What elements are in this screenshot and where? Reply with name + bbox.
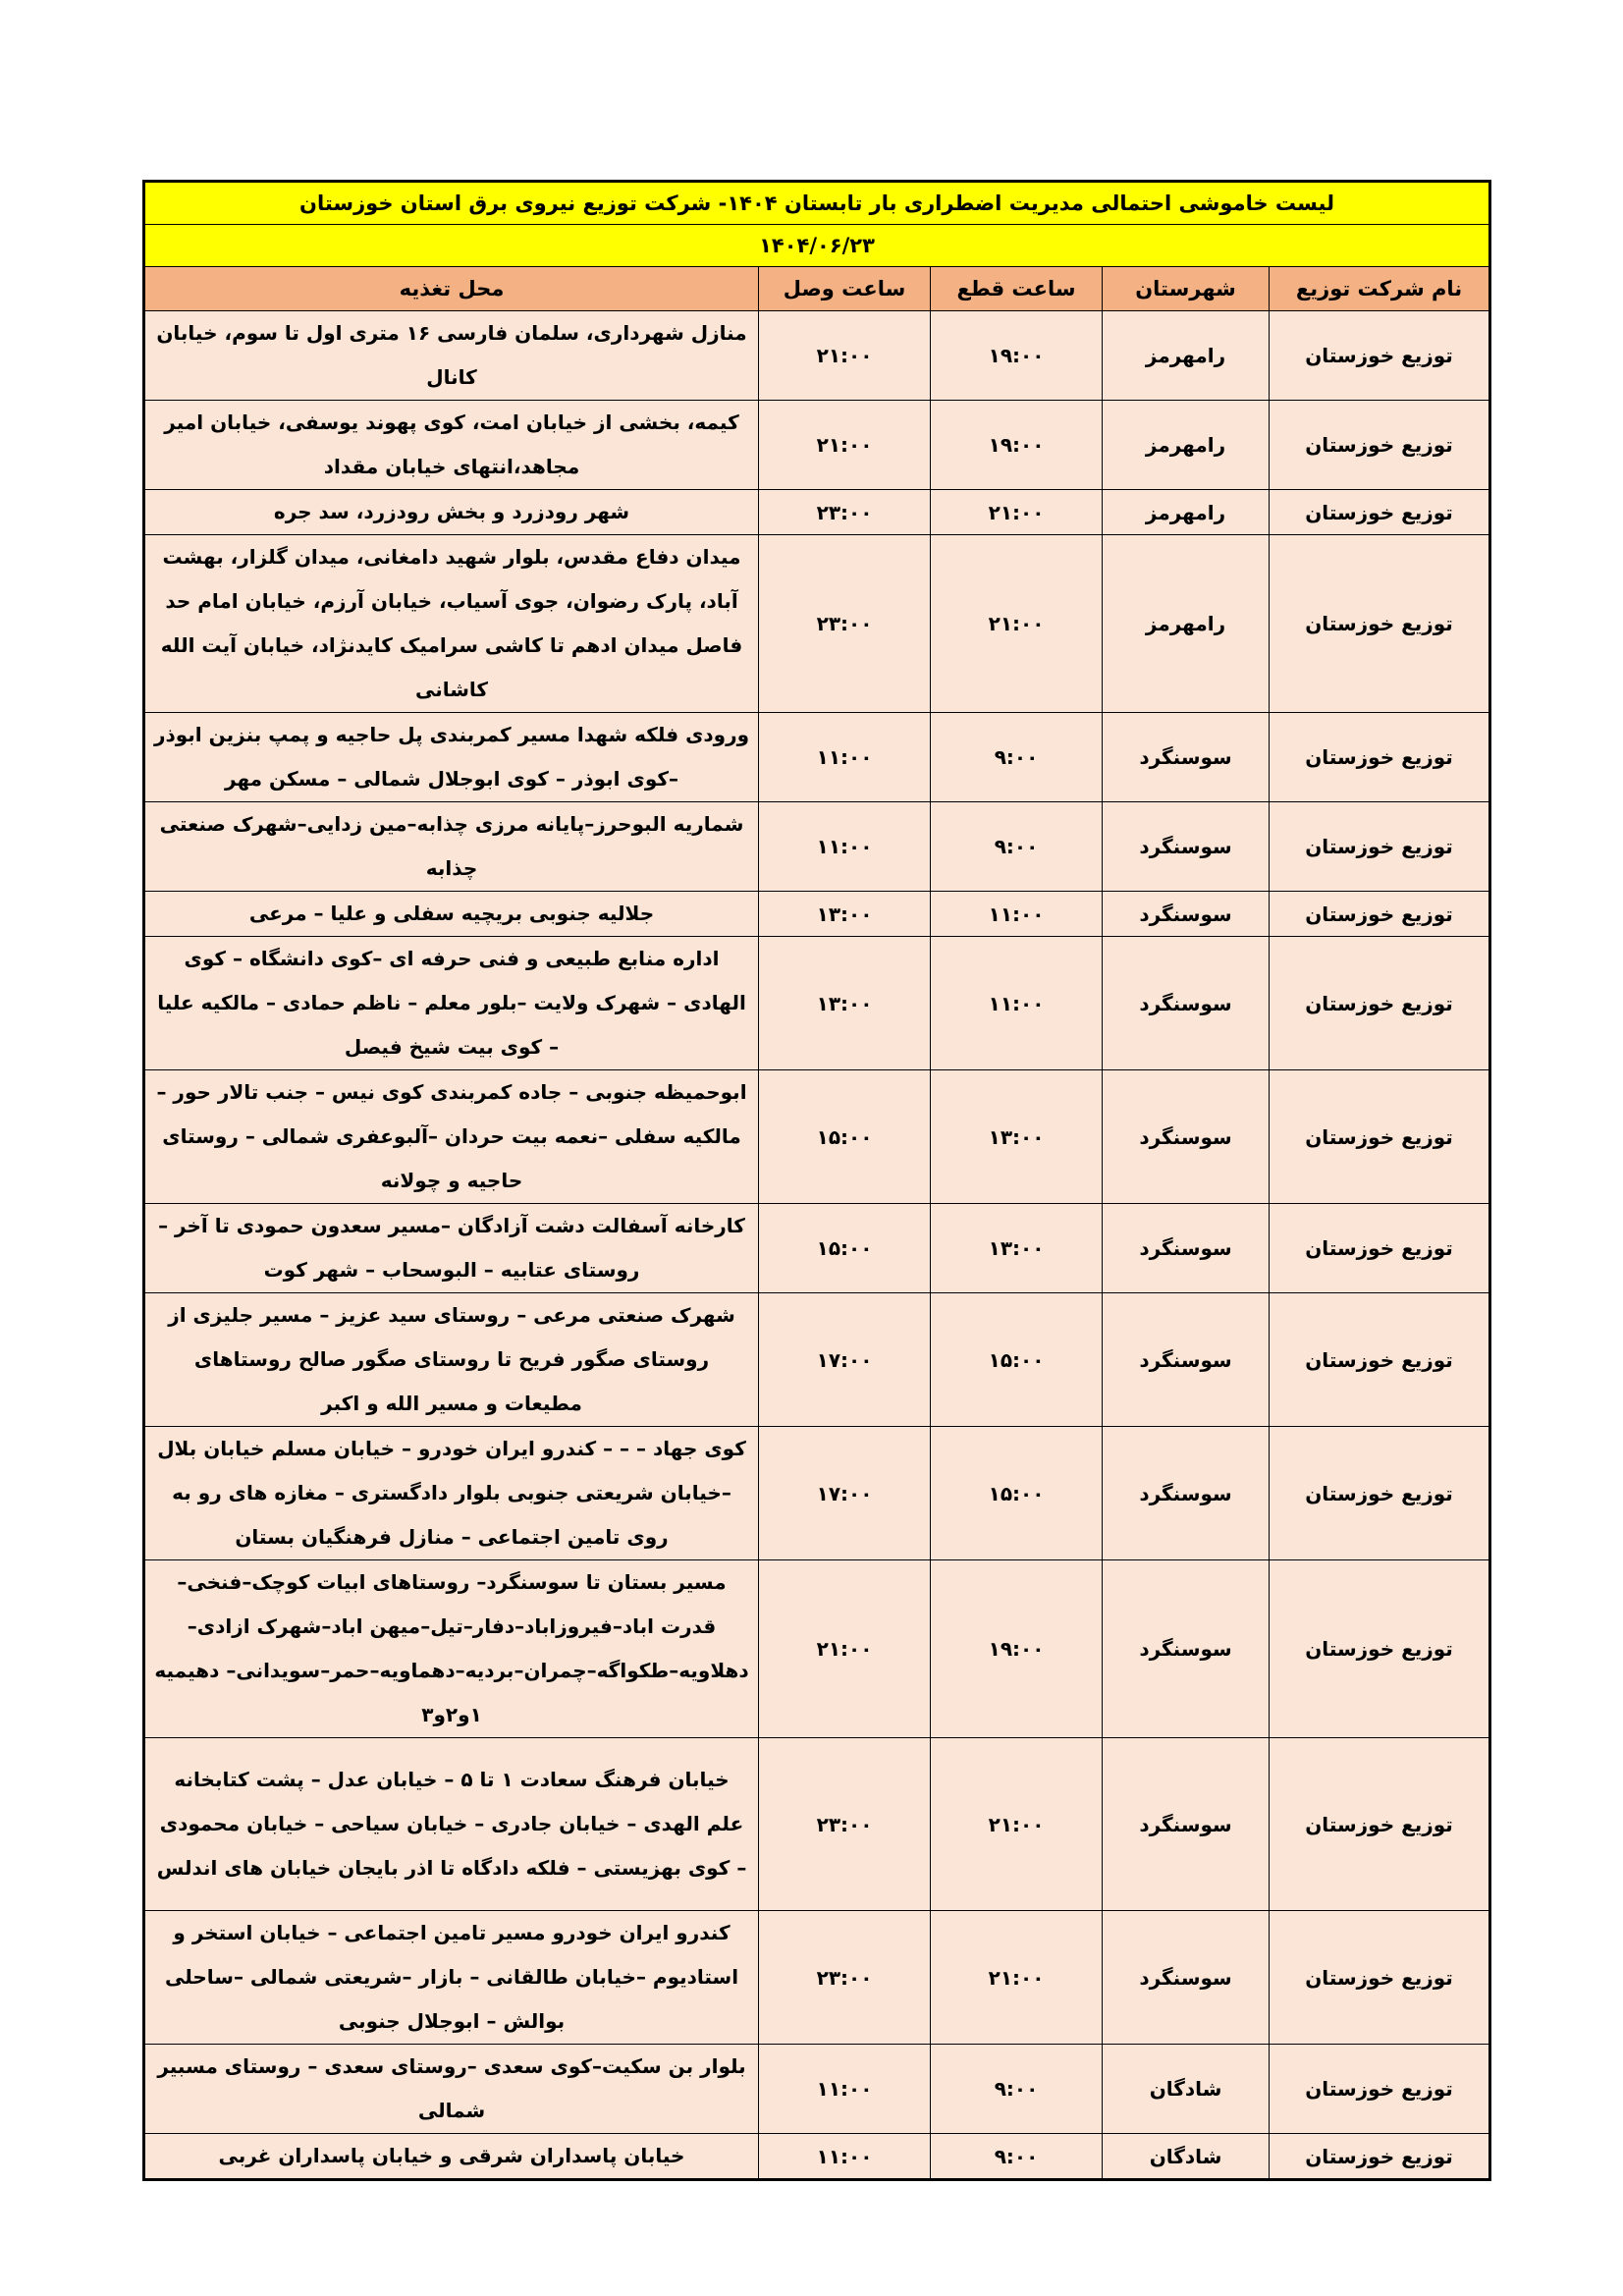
cell-company: توزیع خوزستان xyxy=(1270,535,1490,713)
date-row xyxy=(144,225,1490,267)
cell-city: سوسنگرد xyxy=(1103,1911,1270,2045)
cell-cut: ۱۳:۰۰ xyxy=(931,1204,1103,1293)
cell-cut: ۱۵:۰۰ xyxy=(931,1427,1103,1560)
cell-connect: ۲۳:۰۰ xyxy=(759,490,931,535)
table-row xyxy=(144,1293,1490,1427)
table-row xyxy=(144,311,1490,401)
cell-company: توزیع خوزستان xyxy=(1270,1560,1490,1738)
table-row xyxy=(144,2134,1490,2180)
cell-location: کارخانه آسفالت دشت آزادگان –مسیر سعدون حمودی تا آخر – روستای عتابیه – البوسحاب – شهر کوت xyxy=(144,1204,759,1293)
table-row xyxy=(144,535,1490,713)
cell-company: توزیع خوزستان xyxy=(1270,892,1490,937)
cell-connect: ۲۳:۰۰ xyxy=(759,535,931,713)
cell-city: رامهرمز xyxy=(1103,490,1270,535)
cell-connect: ۱۱:۰۰ xyxy=(759,2045,931,2134)
table-row xyxy=(144,1911,1490,2045)
cell-company: توزیع خوزستان xyxy=(1270,490,1490,535)
cell-cut: ۲۱:۰۰ xyxy=(931,490,1103,535)
cell-cut: ۱۵:۰۰ xyxy=(931,1293,1103,1427)
cell-location: ابوحمیظه جنوبی – جاده کمربندی کوی نیس – جنب تالار حور – مالکیه سفلی –نعمه بیت حردان –آلبوعفری شمالی – روستای حاجیه و چولانه xyxy=(144,1070,759,1204)
cell-cut: ۱۱:۰۰ xyxy=(931,892,1103,937)
cell-city: سوسنگرد xyxy=(1103,1560,1270,1738)
cell-connect: ۱۷:۰۰ xyxy=(759,1293,931,1427)
cell-company: توزیع خوزستان xyxy=(1270,713,1490,802)
cell-location: کوی جهاد – – – کندرو ایران خودرو – خیابان مسلم خیابان بلال –خیابان شریعتی جنوبی بلوار دادگستری – مغازه های رو به روی تامین اجتماعی – منازل فرهنگیان بستان xyxy=(144,1427,759,1560)
table-row xyxy=(144,401,1490,490)
cell-connect: ۱۱:۰۰ xyxy=(759,713,931,802)
header-location: محل تغذیه xyxy=(144,267,759,311)
cell-location: مسیر بستان تا سوسنگرد– روستاهای ابیات کوچک–فنخی– قدرت اباد–فیروزاباد–دفار–تیل–میهن اباد–شهرک ازادی– دهلاویه–طکواگه–چمران–بردیه–دهماویه–حمر–سویدانی– دهیمیه ۱و۲و۳ xyxy=(144,1560,759,1738)
cell-company: توزیع خوزستان xyxy=(1270,802,1490,892)
cell-connect: ۲۱:۰۰ xyxy=(759,1560,931,1738)
table-row xyxy=(144,1070,1490,1204)
cell-cut: ۱۹:۰۰ xyxy=(931,401,1103,490)
cell-company: توزیع خوزستان xyxy=(1270,2134,1490,2180)
cell-city: سوسنگرد xyxy=(1103,713,1270,802)
table-row xyxy=(144,1427,1490,1560)
cell-location: میدان دفاع مقدس، بلوار شهید دامغانی، میدان گلزار، بهشت آباد، پارک رضوان، جوی آسیاب، خیابان آرزم، خیابان امام حد فاصل میدان ادهم تا کاشی سرامیک کایدنژاد، خیابان آیت الله کاشانی xyxy=(144,535,759,713)
cell-connect: ۱۵:۰۰ xyxy=(759,1070,931,1204)
header-row xyxy=(144,267,1490,311)
cell-connect: ۲۱:۰۰ xyxy=(759,401,931,490)
cell-company: توزیع خوزستان xyxy=(1270,1204,1490,1293)
cell-location: خیابان فرهنگ سعادت ۱ تا ۵ – خیابان عدل – پشت کتابخانه علم الهدی – خیابان جادری – خیابان سیاحی – خیابان محمودی – کوی بهزیستی – فلکه دادگاه تا اذر بایجان خیابان های اندلس xyxy=(144,1738,759,1911)
cell-city: سوسنگرد xyxy=(1103,1293,1270,1427)
cell-location: ورودی فلکه شهدا مسیر کمربندی پل حاجیه و پمپ بنزین ابوذر –کوی ابوذر – کوی ابوجلال شمالی – مسکن مهر xyxy=(144,713,759,802)
cell-cut: ۹:۰۰ xyxy=(931,2045,1103,2134)
table-row xyxy=(144,937,1490,1070)
table-date: ۱۴۰۴/۰۶/۲۳ xyxy=(144,225,1490,267)
cell-location: جلالیه جنوبی بریچیه سفلی و علیا – مرعی xyxy=(144,892,759,937)
cell-cut: ۲۱:۰۰ xyxy=(931,1911,1103,2045)
cell-location: کیمه، بخشی از خیابان امت، کوی پهوند یوسفی، خیابان امیر مجاهد،انتهای خیابان مقداد xyxy=(144,401,759,490)
cell-city: سوسنگرد xyxy=(1103,1070,1270,1204)
cell-company: توزیع خوزستان xyxy=(1270,1911,1490,2045)
title-row xyxy=(144,182,1490,225)
cell-connect: ۱۳:۰۰ xyxy=(759,937,931,1070)
cell-city: شادگان xyxy=(1103,2045,1270,2134)
cell-cut: ۹:۰۰ xyxy=(931,713,1103,802)
cell-connect: ۲۳:۰۰ xyxy=(759,1738,931,1911)
cell-company: توزیع خوزستان xyxy=(1270,2045,1490,2134)
header-city: شهرستان xyxy=(1103,267,1270,311)
cell-location: بلوار بن سکیت–کوی سعدی –روستای سعدی – روستای مسبیر شمالی xyxy=(144,2045,759,2134)
cell-company: توزیع خوزستان xyxy=(1270,1427,1490,1560)
cell-location: شماریه البوحرز–پایانه مرزی چذابه–مین زدایی–شهرک صنعتی چذابه xyxy=(144,802,759,892)
table-row xyxy=(144,892,1490,937)
cell-location: شهرک صنعتی مرعی – روستای سید عزیز – مسیر جلیزی از روستای صگور فریح تا روستای صگور صالح روستاهای مطیعات و مسیر الله و اکبر xyxy=(144,1293,759,1427)
cell-city: شادگان xyxy=(1103,2134,1270,2180)
cell-cut: ۱۳:۰۰ xyxy=(931,1070,1103,1204)
header-company: نام شرکت توزیع xyxy=(1270,267,1490,311)
header-cut-time: ساعت قطع xyxy=(931,267,1103,311)
cell-location: اداره منابع طبیعی و فنی حرفه ای –کوی دانشگاه – کوی الهادی – شهرک ولایت –بلور معلم – ناظم حمادی – مالکیه علیا – کوی بیت شیخ فیصل xyxy=(144,937,759,1070)
cell-cut: ۹:۰۰ xyxy=(931,2134,1103,2180)
cell-cut: ۹:۰۰ xyxy=(931,802,1103,892)
cell-city: سوسنگرد xyxy=(1103,937,1270,1070)
cell-cut: ۱۱:۰۰ xyxy=(931,937,1103,1070)
cell-cut: ۲۱:۰۰ xyxy=(931,535,1103,713)
header-connect-time: ساعت وصل xyxy=(759,267,931,311)
cell-cut: ۱۹:۰۰ xyxy=(931,311,1103,401)
cell-city: رامهرمز xyxy=(1103,535,1270,713)
cell-connect: ۱۳:۰۰ xyxy=(759,892,931,937)
cell-location: شهر رودزرد و بخش رودزرد، سد جره xyxy=(144,490,759,535)
cell-city: سوسنگرد xyxy=(1103,1738,1270,1911)
cell-cut: ۲۱:۰۰ xyxy=(931,1738,1103,1911)
table-row xyxy=(144,802,1490,892)
outage-schedule-table xyxy=(142,180,1491,2181)
cell-location: کندرو ایران خودرو مسیر تامین اجتماعی – خیابان استخر و استادیوم –خیابان طالقانی – بازار –شریعتی شمالی –ساحلی بوالش – ابوجلال جنوبی xyxy=(144,1911,759,2045)
cell-company: توزیع خوزستان xyxy=(1270,1070,1490,1204)
table-row xyxy=(144,490,1490,535)
cell-connect: ۲۱:۰۰ xyxy=(759,311,931,401)
cell-connect: ۱۱:۰۰ xyxy=(759,802,931,892)
cell-company: توزیع خوزستان xyxy=(1270,401,1490,490)
cell-city: سوسنگرد xyxy=(1103,892,1270,937)
cell-company: توزیع خوزستان xyxy=(1270,1738,1490,1911)
cell-company: توزیع خوزستان xyxy=(1270,311,1490,401)
cell-location: منازل شهرداری، سلمان فارسی ۱۶ متری اول تا سوم، خیابان کانال xyxy=(144,311,759,401)
table-row xyxy=(144,1560,1490,1738)
table-title: لیست خاموشی احتمالی مدیریت اضطراری بار تابستان ۱۴۰۴- شرکت توزیع نیروی برق استان خوزستان xyxy=(144,182,1490,225)
table-row xyxy=(144,2045,1490,2134)
cell-company: توزیع خوزستان xyxy=(1270,937,1490,1070)
table-row xyxy=(144,1204,1490,1293)
cell-city: سوسنگرد xyxy=(1103,1427,1270,1560)
cell-city: سوسنگرد xyxy=(1103,802,1270,892)
cell-connect: ۱۷:۰۰ xyxy=(759,1427,931,1560)
cell-connect: ۱۵:۰۰ xyxy=(759,1204,931,1293)
table-row xyxy=(144,1738,1490,1911)
cell-city: سوسنگرد xyxy=(1103,1204,1270,1293)
cell-company: توزیع خوزستان xyxy=(1270,1293,1490,1427)
cell-connect: ۲۳:۰۰ xyxy=(759,1911,931,2045)
cell-cut: ۱۹:۰۰ xyxy=(931,1560,1103,1738)
cell-connect: ۱۱:۰۰ xyxy=(759,2134,931,2180)
table-row xyxy=(144,713,1490,802)
cell-city: رامهرمز xyxy=(1103,311,1270,401)
cell-location: خیابان پاسداران شرقی و خیابان پاسداران غربی xyxy=(144,2134,759,2180)
cell-city: رامهرمز xyxy=(1103,401,1270,490)
